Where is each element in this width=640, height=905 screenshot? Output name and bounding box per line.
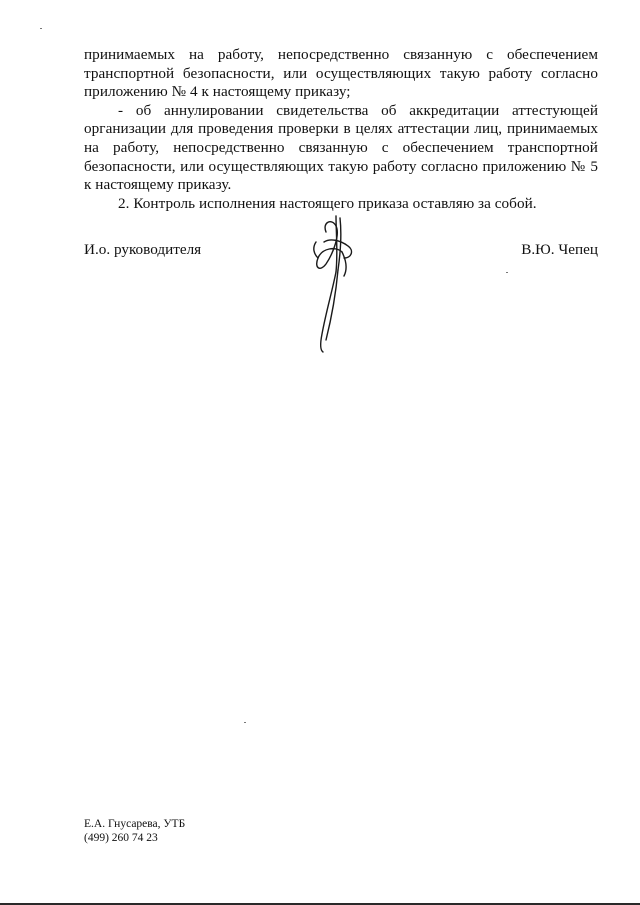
scan-speck: [40, 28, 42, 29]
position-title: И.о. руководителя: [84, 241, 202, 258]
signer-name: В.Ю. Чепец: [521, 241, 598, 258]
executor-contact: [84, 817, 185, 845]
scan-speck: [244, 722, 246, 723]
paragraph-annulment-item: - об аннулировании свидетельства об аккредитации аттестующей организации для проведения проверки в целях аттестации лиц, принимаемых на работу, непосредственно связанную с обеспечением транспортной безопасности, или осуществляющих такую работу согласно приложению № 5 к настоящему приказу.: [84, 101, 598, 194]
handwritten-signature: [296, 212, 366, 354]
document-body: [84, 46, 598, 213]
paragraph-continuation: принимаемых на работу, непосредственно связанную с обеспечением транспортной безопасности, или осуществляющих такую работу согласно приложению № 4 к настоящему приказу;: [84, 46, 598, 101]
executor-name: Е.А. Гнусарева, УТБ: [84, 818, 186, 830]
paragraph-control-clause: 2. Контроль исполнения настоящего приказа оставляю за собой.: [118, 194, 537, 212]
executor-phone: (499) 260 74 23: [84, 832, 158, 844]
scan-speck: [506, 272, 508, 273]
